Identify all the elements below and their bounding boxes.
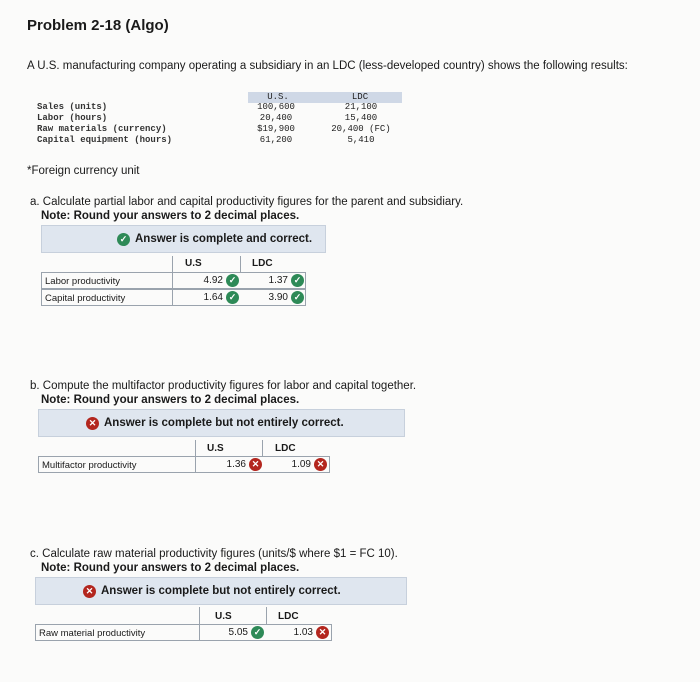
part-a-question-block [30,195,463,223]
part-b-question-block [30,379,416,407]
part-a-col-ldc: LDC [252,258,273,269]
part-c-question: c. Calculate raw material productivity figures (units/$ where $1 = FC 10). [30,548,398,560]
check-circle-icon: ✓ [226,274,239,287]
part-a-note: Note: Round your answers to 2 decimal places. [41,210,300,222]
data-cell: 21,100 [344,102,378,112]
check-circle-icon: ✓ [117,233,130,246]
data-cell: 20,400 (FC) [331,124,391,134]
divider [266,607,267,624]
part-b-banner-text: Answer is complete but not entirely correct. [104,417,344,429]
row-label: Multifactor productivity [39,457,196,472]
part-b-question: b. Compute the multifactor productivity figures for labor and capital together. [30,380,417,392]
check-circle-icon: ✓ [226,291,239,304]
part-b-note: Note: Round your answers to 2 decimal places. [41,394,300,406]
part-a-capital-ldc-cell[interactable] [241,290,304,305]
table-row [41,289,306,306]
table-row [41,272,306,289]
row-label: Labor productivity [42,273,173,288]
part-c-result-banner [35,577,407,605]
answer-value: 4.92 [203,275,223,286]
part-a-labor-ldc-cell[interactable] [241,273,304,288]
part-c-col-us: U.S [215,611,232,622]
part-a-capital-us-cell[interactable] [173,290,239,305]
data-cell: 20,400 [259,113,293,123]
answer-value: 3.90 [268,292,288,303]
part-a-banner-text: Answer is complete and correct. [135,233,313,245]
part-c-us-cell[interactable] [200,625,264,640]
x-circle-icon: ✕ [249,458,262,471]
part-c-col-ldc: LDC [278,611,299,622]
x-circle-icon: ✕ [314,458,327,471]
answer-value: 1.36 [226,459,246,470]
data-row-label: Raw materials (currency) [37,124,167,134]
divider [195,440,196,456]
divider [199,607,200,624]
check-circle-icon: ✓ [291,274,304,287]
data-cell: 15,400 [344,113,378,123]
check-circle-icon: ✓ [251,626,264,639]
data-cell: 5,410 [347,135,375,145]
part-b-ldc-cell[interactable] [263,457,327,472]
part-c-ldc-cell[interactable] [266,625,329,640]
x-circle-icon: ✕ [83,585,96,598]
data-table-labels [37,102,172,146]
answer-value: 1.09 [291,459,311,470]
part-c-note: Note: Round your answers to 2 decimal places. [41,562,300,574]
part-a-result-banner [41,225,326,253]
answer-value: 1.37 [268,275,288,286]
page-title: Problem 2-18 (Algo) [27,17,169,34]
row-label: Raw material productivity [36,625,200,640]
table-row [38,456,330,473]
footnote: *Foreign currency unit [27,165,140,177]
data-col-ldc [318,102,404,146]
check-circle-icon: ✓ [291,291,304,304]
x-circle-icon: ✕ [86,417,99,430]
table-row [35,624,332,641]
part-c-banner-text: Answer is complete but not entirely correct. [101,585,341,597]
data-row-label: Capital equipment (hours) [37,135,173,145]
part-c-question-block [30,547,398,575]
part-b-col-ldc: LDC [275,443,296,454]
data-col-us [240,102,312,146]
answer-value: 1.64 [203,292,223,303]
data-row-label: Sales (units) [37,102,108,112]
part-b-result-banner [38,409,405,437]
answer-value: 1.03 [293,627,313,638]
part-a-labor-us-cell[interactable] [173,273,239,288]
divider [172,256,173,272]
data-row-label: Labor (hours) [37,113,108,123]
divider [240,256,241,272]
part-b-us-cell[interactable] [196,457,262,472]
data-col-us-header: U.S. [267,92,289,102]
part-a-question: a. Calculate partial labor and capital productivity figures for the parent and subsidiary. [30,196,464,208]
part-b-col-us: U.S [207,443,224,454]
divider [262,440,263,456]
answer-value: 5.05 [228,627,248,638]
data-cell: 61,200 [259,135,293,145]
x-circle-icon: ✕ [316,626,329,639]
data-cell: $19,900 [257,124,295,134]
data-cell: 100,600 [257,102,295,112]
row-label: Capital productivity [42,290,173,305]
data-col-ldc-header: LDC [351,92,369,102]
part-a-col-us: U.S [185,258,202,269]
problem-intro: A U.S. manufacturing company operating a subsidiary in an LDC (less-developed country) shows the following results: [27,60,628,72]
